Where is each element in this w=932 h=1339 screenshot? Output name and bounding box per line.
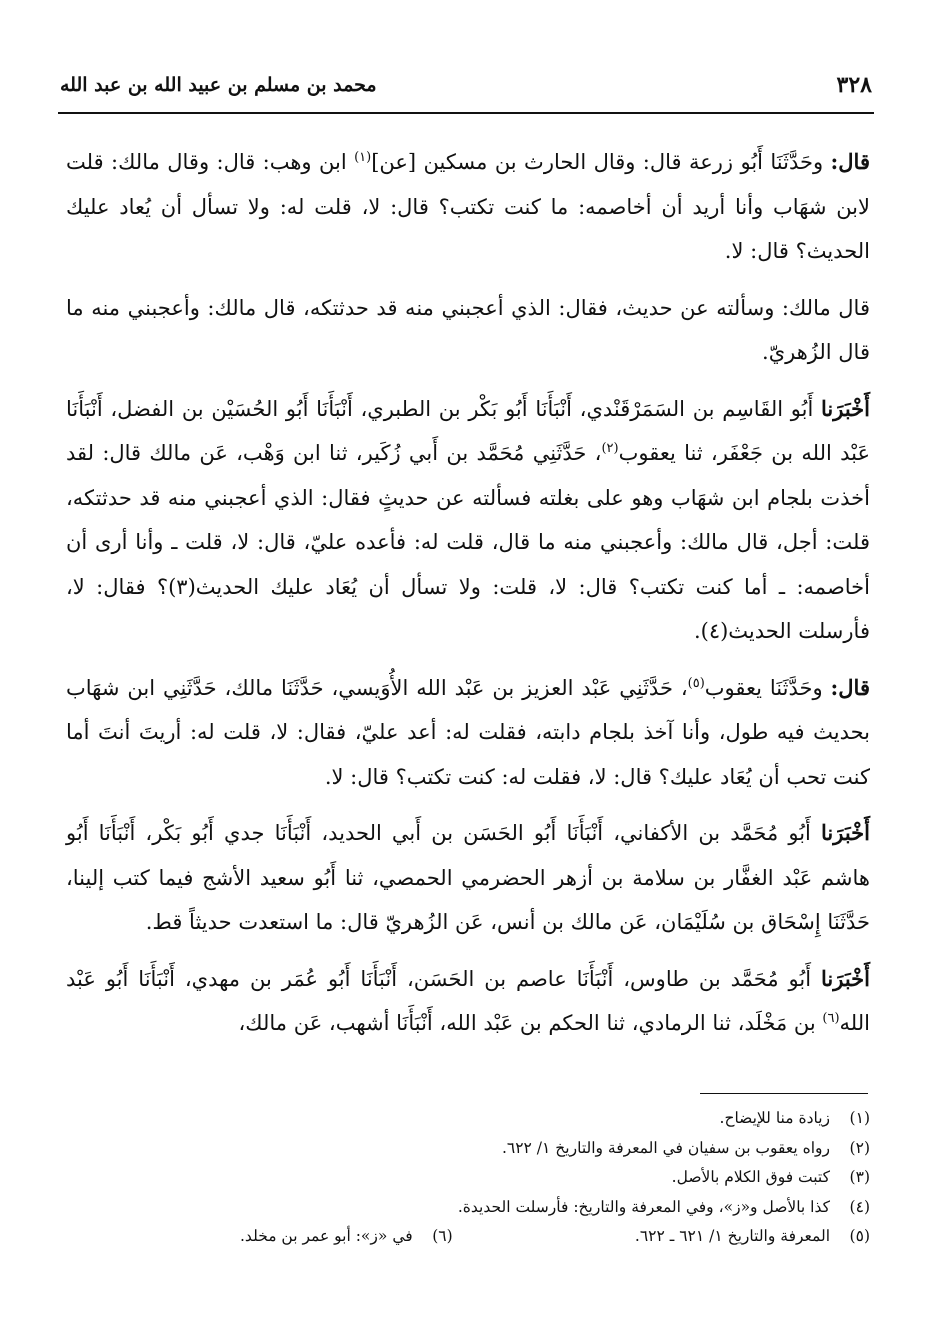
paragraph-text: أَبُو القَاسِم بن السَمَرْقَنْدي، أَنْبَأَنَا أَبُو بَكْر بن الطبري، أَنْبَأَنَا أَبُو الحُسَيْن بن الفضل، أَنْبَأَنَا عَبْد الله بن جَعْفَر، ثنا يعقوب [66, 396, 870, 465]
paragraph [66, 811, 870, 945]
footnote [240, 1222, 453, 1252]
paragraph-text: أَبُو مُحَمَّد بن الأكفاني، أَنْبَأَنَا أَبُو الحَسَن بن أَبي الحديد، أَنْبَأَنَا جدي أَبُو بَكْر، أَنْبَأَنَا أَبُو هاشم عَبْد الغفَّار بن سلامة بن أزهر الحضرمي الحمصي، ثنا أَبُو سعيد الأشج فيما كتب إلينا، حَدَّثَنَا إِسْحَاق بن سُلَيْمَان، عَن مالك بن أنس، عَن الزُهريّ قال: ما استعدت حديثاً قط. [66, 821, 871, 934]
footnote-text: كتبت فوق الكلام بالأصل. [671, 1168, 830, 1186]
paragraph-text: وحَدَّثَنَا يعقوب [704, 675, 831, 700]
paragraph-text: ، حَدَّثَنِي مُحَمَّد بن أَبي زُكَير، ثنا ابن وَهْب، عَن مالك قال: لقد أخذت بلجام ابن شهَاب وهو على بغلته فسألته عن حديثٍ فقال: الذي أعجبني منه قد حدثتكه، قلت: أجل، قال مالك: وأعجبني منه ما قال، قلت له: فأعده عليّ، قال: لا، قلت ـ وأنا أرى أن أخاصمه: ـ أما كنت تكتب؟ قال: لا، قلت: ولا تسأل أن يُعَاد عليك الحديث(٣)؟ فقال: لا، فأرسلت الحديث(٤). [66, 441, 870, 643]
paragraph-text: ، حَدَّثَنِي عَبْد العزيز بن عَبْد الله الأُوَيسي، حَدَّثَنَا مالك، حَدَّثَنِي ابن شهَاب بحديث فيه طول، وأنا آخذ بلجام دابته، فقلت له: أعد عليّ، فقال: لا، قلت له: أريتَ أنتَ أما كنت تحب أن يُعَاد عليك؟ قال: لا، فقلت له: كنت تكتب؟ قال: لا. [66, 675, 870, 789]
paragraph-text: ابن وهب: قال: وقال مالك: قلت لابن شهَاب وأنا أريد أن أخاصمه: ما كنت تكتب؟ قال: لا، قلت له: ولا تسأل أن يُعاد عليك الحديث؟ قال: لا. [66, 150, 870, 263]
footnote-text: في «ز»: أبو عمر بن مخلد. [240, 1227, 413, 1245]
footnote [120, 1104, 870, 1134]
footnote-number: (٤) [849, 1197, 870, 1216]
footnote-ref[interactable]: (١) [354, 150, 372, 165]
footnote [120, 1193, 870, 1223]
footnote [635, 1227, 870, 1245]
footnote-ref[interactable]: (٥) [687, 675, 705, 691]
paragraph-text: أَبُو مُحَمَّد بن طاوس، أَنْبَأَنَا عاصم بن الحَسَن، أَنْبَأَنَا أَبُو عُمَر بن مهدي، أَنْبَأَنَا أَبُو عَبْد الله [66, 966, 870, 1035]
footnote [120, 1134, 870, 1164]
page-header [60, 70, 872, 110]
paragraph [66, 286, 870, 375]
paragraph-lead: أَخْبَرَنا [821, 965, 870, 991]
paragraph-lead: أَخْبَرَنا [821, 820, 870, 845]
header-rule [58, 112, 874, 114]
footnote-pair [120, 1222, 870, 1252]
paragraph [66, 387, 870, 654]
footnote-number: (١) [849, 1109, 870, 1127]
paragraph [66, 666, 870, 800]
footnote-ref[interactable]: (٢) [601, 441, 619, 456]
page-number: ٣٢٨ [836, 72, 872, 98]
paragraph [66, 957, 870, 1046]
footnotes [120, 1104, 870, 1252]
paragraph-text: بن مَخْلَد، ثنا الرمادي، ثنا الحكم بن عَبْد الله، أَنْبَأَنَا أشهب، عَن مالك، [238, 1011, 823, 1035]
paragraph-text: قال مالك: وسألته عن حديث، فقال: الذي أعجبني منه قد حدثتكه، قال مالك: وأعجبني منه ما قال الزُهريّ. [66, 295, 870, 364]
footnote-number: (٢) [849, 1138, 870, 1157]
paragraph-lead: أَخْبَرَنا [821, 395, 870, 421]
footnote [120, 1163, 870, 1193]
paragraph [66, 140, 870, 274]
paragraph-lead: قال: [830, 149, 870, 174]
footnote-rule [700, 1093, 868, 1094]
footnote-text: رواه يعقوب بن سفيان في المعرفة والتاريخ ١/ ٦٢٢. [501, 1138, 830, 1157]
footnote-text: المعرفة والتاريخ ١/ ٦٢١ ـ ٦٢٢. [634, 1227, 830, 1245]
footnote-ref[interactable]: (٦) [822, 1011, 840, 1026]
main-text [66, 140, 870, 1058]
footnote-number: (٦) [432, 1227, 453, 1245]
paragraph-lead: قال: [830, 674, 870, 700]
footnote-number: (٣) [849, 1168, 870, 1186]
footnote-text: زيادة منا للإيضاح. [719, 1109, 830, 1127]
footnote-number: (٥) [849, 1227, 870, 1245]
running-title: محمد بن مسلم بن عبيد الله بن عبد الله [60, 74, 377, 96]
paragraph-text: وحَدَّثَنَا أَبُو زرعة قال: وقال الحارث بن مسكين [عن] [371, 150, 831, 174]
footnote-text: كذا بالأصل و«ز»، وفي المعرفة والتاريخ: فأرسلت الحديدة. [457, 1197, 830, 1216]
